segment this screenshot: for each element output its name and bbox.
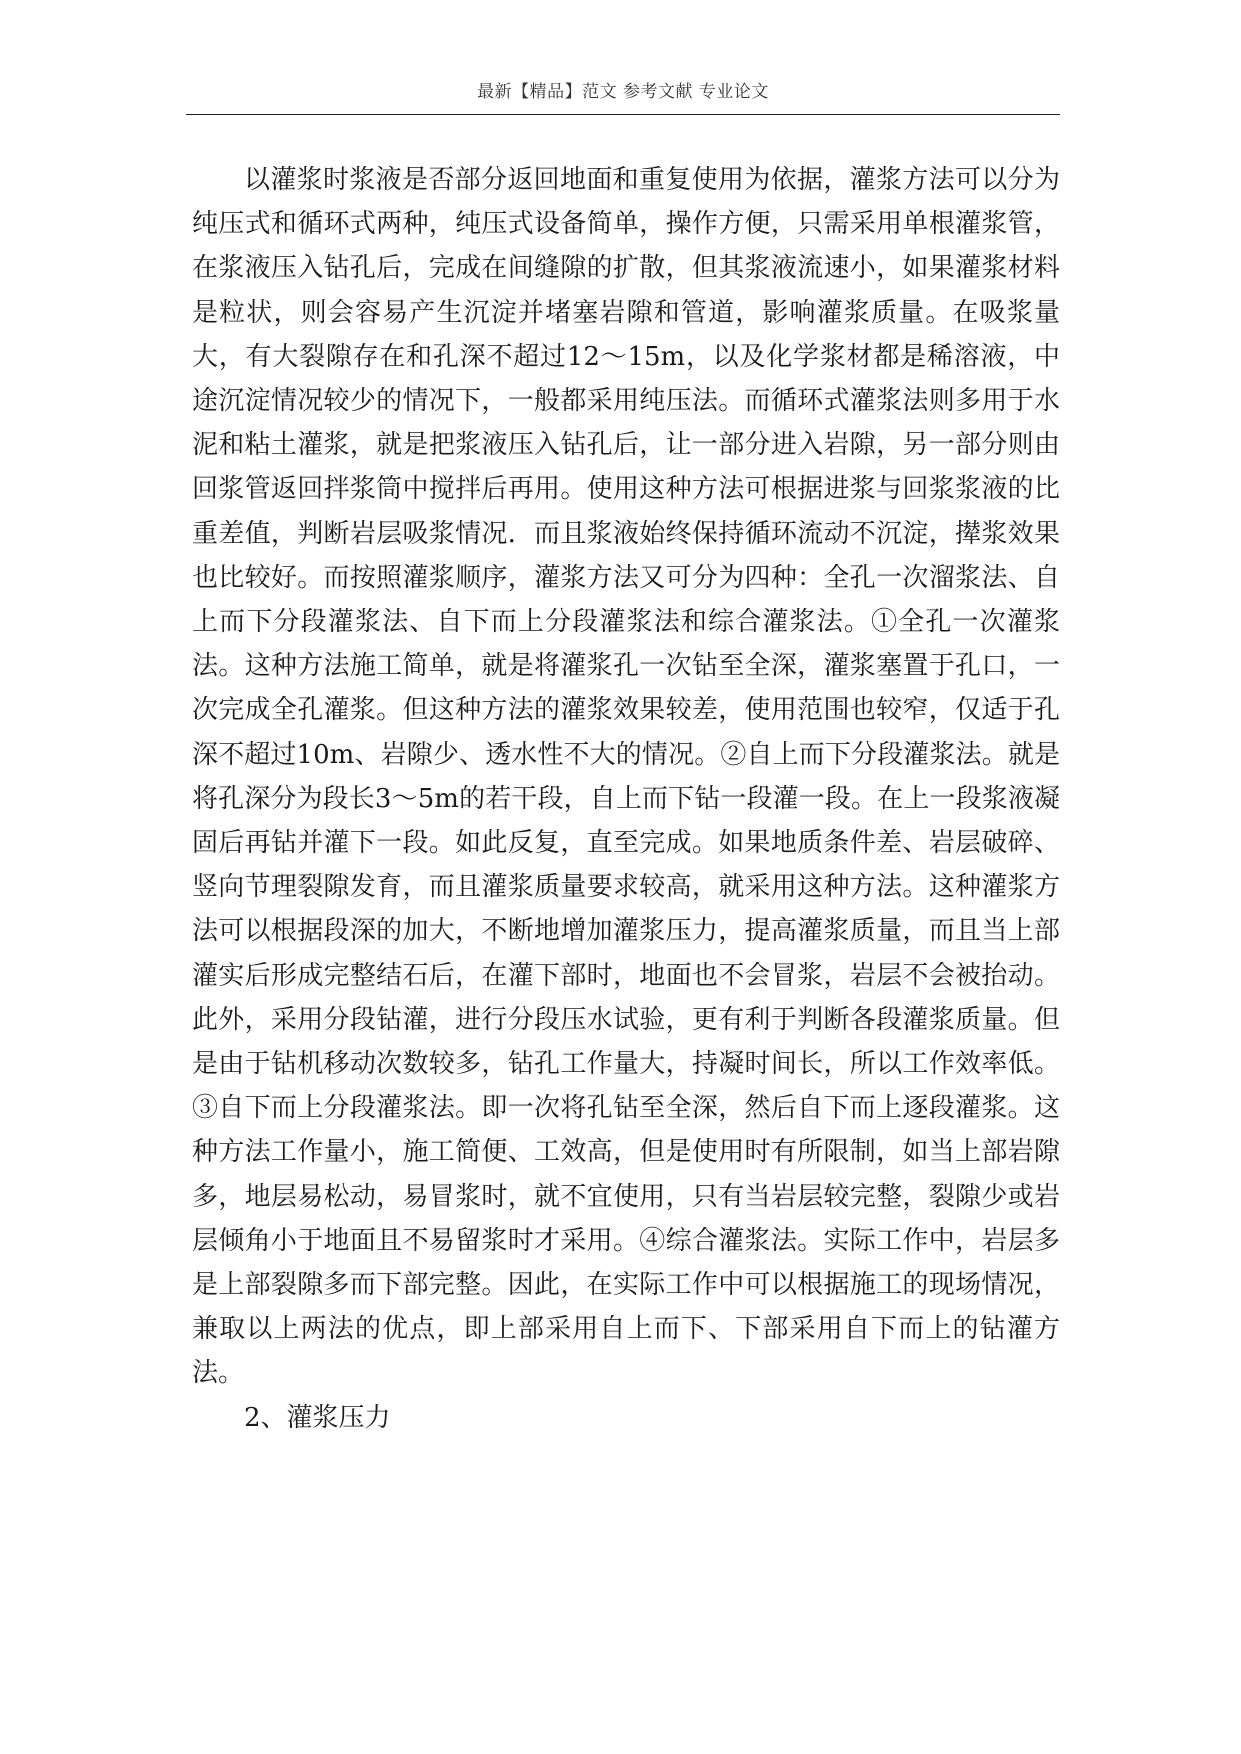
- body-paragraph: 以灌浆时浆液是否部分返回地面和重复使用为依据，灌浆方法可以分为纯压式和循环式两种，纯压式设备简单，操作方便，只需采用单根灌浆管，在浆液压入钻孔后，完成在间缝隙的扩散，但其浆液流速小，如果灌浆材料是粒状，则会容易产生沉淀并堵塞岩隙和管道，影响灌浆质量。在吸浆量大，有大裂隙存在和孔深不超过12～15m，以及化学浆材都是稀溶液，中途沉淀情况较少的情况下，一般都采用纯压法。而循环式灌浆法则多用于水泥和粘土灌浆，就是把浆液压入钻孔后，让一部分进入岩隙，另一部分则由回浆管返回拌浆筒中搅拌后再用。使用这种方法可根据进浆与回浆浆液的比重差值，判断岩层吸浆情况．而且浆液始终保持循环流动不沉淀，撵浆效果也比较好。而按照灌浆顺序，灌浆方法又可分为四种：全孔一次溜浆法、自上而下分段灌浆法、自下而上分段灌浆法和综合灌浆法。①全孔一次灌浆法。这种方法施工简单，就是将灌浆孔一次钻至全深，灌浆塞置于孔口，一次完成全孔灌浆。但这种方法的灌浆效果较差，使用范围也较窄，仅适于孔深不超过10m、岩隙少、透水性不大的情况。②自上而下分段灌浆法。就是将孔深分为段长3～5m的若干段，自上而下钻一段灌一段。在上一段浆液凝固后再钻并灌下一段。如此反复，直至完成。如果地质条件差、岩层破碎、竖向节理裂隙发育，而且灌浆质量要求较高，就采用这种方法。这种灌浆方法可以根据段深的加大，不断地增加灌浆压力，提高灌浆质量，而且当上部灌实后形成完整结石后，在灌下部时，地面也不会冒浆，岩层不会被抬动。此外，采用分段钻灌，进行分段压水试验，更有利于判断各段灌浆质量。但是由于钻机移动次数较多，钻孔工作量大，持凝时间长，所以工作效率低。③自下而上分段灌浆法。即一次将孔钻至全深，然后自下而上逐段灌浆。这种方法工作量小，施工简便、工效高，但是使用时有所限制，如当上部岩隙多，地层易松动，易冒浆时，就不宜使用，只有当岩层较完整，裂隙少或岩层倾角小于地面且不易留浆时才采用。④综合灌浆法。实际工作中，岩层多是上部裂隙多而下部完整。因此，在实际工作中可以根据施工的现场情况，兼取以上两法的优点，即上部采用自上而下、下部采用自下而上的钻灌方法。: [192, 165, 1060, 1389]
- page-header: 最新【精品】范文 参考文献 专业论文: [477, 82, 769, 102]
- document-body: [192, 158, 1060, 1440]
- section-heading: 2、灌浆压力: [244, 1402, 391, 1433]
- header-divider: [186, 114, 1060, 115]
